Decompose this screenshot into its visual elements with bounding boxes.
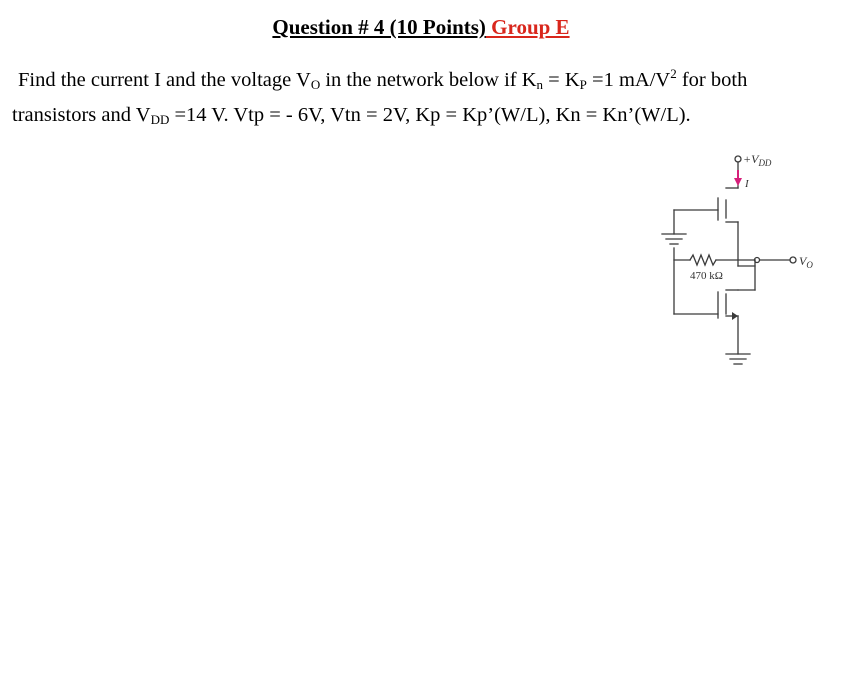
text-segment: for both bbox=[676, 69, 748, 91]
current-arrow-icon bbox=[734, 178, 742, 186]
text-segment: Find the current I and the voltage V bbox=[18, 69, 311, 91]
subscript: P bbox=[579, 77, 587, 92]
subscript: DD bbox=[150, 112, 170, 127]
circuit-diagram bbox=[650, 148, 813, 378]
resistor-label: 470 kΩ bbox=[690, 270, 723, 282]
vo-label: $V_O$ bbox=[799, 254, 813, 270]
question-number-points: Question # 4 (10 Points) bbox=[272, 15, 486, 39]
problem-statement bbox=[12, 58, 852, 135]
question-heading bbox=[0, 14, 842, 40]
subscript: O bbox=[310, 77, 321, 92]
text-segment: = K bbox=[543, 69, 580, 91]
problem-line-1 bbox=[12, 58, 852, 100]
text-segment: in the network below if K bbox=[320, 69, 537, 91]
subscript: n bbox=[536, 77, 544, 92]
current-label: I bbox=[745, 178, 749, 190]
text-segment: =1 mA/V bbox=[586, 69, 671, 91]
resistor-zigzag bbox=[690, 255, 716, 265]
text-segment: transistors and V bbox=[12, 104, 151, 126]
output-terminal bbox=[790, 257, 796, 263]
problem-line-2 bbox=[12, 100, 852, 135]
vdd-label: $+V_{DD}$ bbox=[743, 152, 772, 168]
group-label: Group E bbox=[485, 15, 570, 39]
nmos-arrow bbox=[732, 312, 738, 320]
superscript: 2 bbox=[670, 66, 677, 81]
text-segment: =14 V. Vtp = - 6V, Vtn = 2V, Kp = Kp’(W/L), Kn = Kn’(W/L). bbox=[169, 104, 691, 126]
vdd-terminal bbox=[735, 156, 741, 162]
